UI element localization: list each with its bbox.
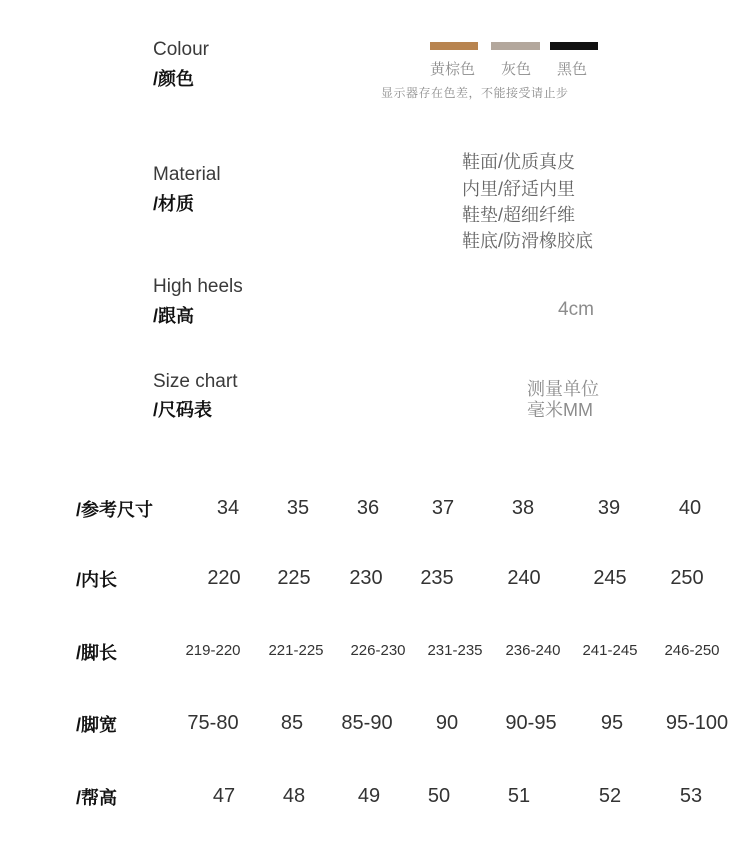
swatch-brown: [430, 42, 478, 50]
table-cell: 226-230: [350, 642, 406, 659]
table-cell: 50: [427, 785, 451, 807]
heels-label-en: High heels: [153, 276, 243, 297]
material-label-en: Material: [153, 164, 221, 185]
material-insole: 鞋垫/超细纤维: [462, 205, 576, 225]
table-cell: 37: [431, 497, 455, 519]
table-cell: 241-245: [582, 642, 638, 659]
table-cell: 36: [356, 497, 380, 519]
table-cell: 47: [212, 785, 236, 807]
size-chart-label-zh: /尺码表: [153, 400, 213, 420]
table-cell: 90: [435, 712, 459, 734]
table-cell: 39: [597, 497, 621, 519]
unit-line-1: 测量单位: [527, 379, 599, 399]
table-cell: 49: [357, 785, 381, 807]
row-label-foot-width: /脚宽: [76, 715, 118, 735]
material-lining: 内里/舒适内里: [462, 179, 576, 199]
size-chart-label-en: Size chart: [153, 371, 238, 392]
table-cell: 236-240: [505, 642, 561, 659]
table-cell: 75-80: [187, 712, 239, 734]
table-cell: 220: [207, 567, 241, 589]
heel-height-value: 4cm: [558, 299, 594, 320]
row-label-inner-length: /内长: [76, 570, 118, 590]
table-cell: 40: [678, 497, 702, 519]
colour-label-zh: /颜色: [153, 69, 195, 89]
table-cell: 35: [286, 497, 310, 519]
table-cell: 219-220: [185, 642, 241, 659]
material-sole: 鞋底/防滑橡胶底: [462, 231, 594, 251]
heels-label-zh: /跟高: [153, 306, 195, 326]
swatch-gray: [491, 42, 540, 50]
table-cell: 235: [420, 567, 454, 589]
row-label-foot-length: /脚长: [76, 643, 118, 663]
table-cell: 245: [593, 567, 627, 589]
swatch-label-black: 黑色: [557, 61, 588, 78]
table-cell: 230: [349, 567, 383, 589]
colour-disclaimer: 显示器存在色差，不能接受请止步: [381, 86, 569, 100]
row-label-upper-height: /帮高: [76, 788, 118, 808]
swatch-label-gray: 灰色: [501, 61, 532, 78]
table-cell: 240: [507, 567, 541, 589]
swatch-label-brown: 黄棕色: [430, 61, 476, 78]
table-cell: 225: [277, 567, 311, 589]
table-cell: 95-100: [665, 712, 729, 734]
table-cell: 51: [507, 785, 531, 807]
unit-line-2: 毫米MM: [527, 400, 593, 420]
table-cell: 85-90: [341, 712, 393, 734]
table-cell: 231-235: [427, 642, 483, 659]
table-cell: 246-250: [664, 642, 720, 659]
table-cell: 34: [216, 497, 240, 519]
material-upper: 鞋面/优质真皮: [462, 152, 576, 172]
table-cell: 95: [600, 712, 624, 734]
colour-label-en: Colour: [153, 39, 209, 60]
swatch-black: [550, 42, 598, 50]
table-cell: 85: [280, 712, 304, 734]
table-cell: 221-225: [268, 642, 324, 659]
material-label-zh: /材质: [153, 194, 195, 214]
table-cell: 48: [282, 785, 306, 807]
row-label-reference-size: /参考尺寸: [76, 500, 154, 520]
table-cell: 90-95: [505, 712, 557, 734]
table-cell: 52: [598, 785, 622, 807]
table-cell: 38: [511, 497, 535, 519]
table-cell: 250: [670, 567, 704, 589]
table-cell: 53: [679, 785, 703, 807]
